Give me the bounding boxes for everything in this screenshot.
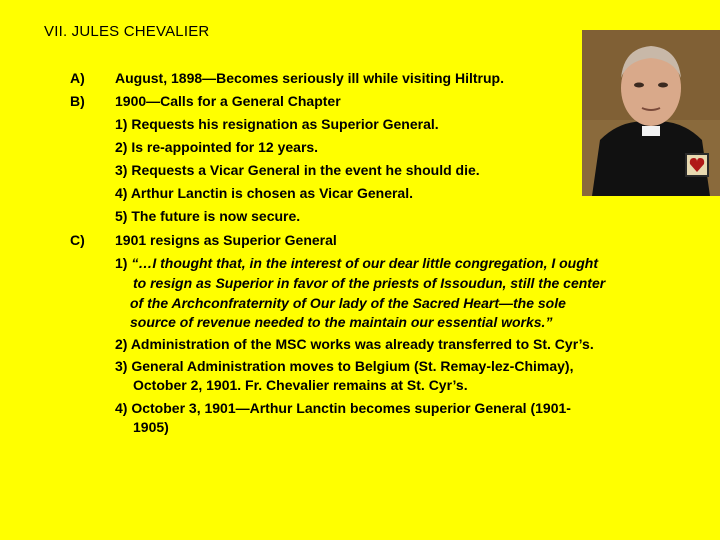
quote-text-1: “…I thought that, in the interest of our dear little congregation, I ought <box>131 255 598 271</box>
quote-line-2: to resign as Superior in favor of the priests of Issoudun, still the center <box>133 275 606 291</box>
item-b-sub-4: 4) Arthur Lanctin is chosen as Vicar General. <box>115 185 413 201</box>
item-marker-b: B) <box>70 93 85 109</box>
item-b-sub-5: 5) The future is now secure. <box>115 208 301 224</box>
portrait-image <box>582 30 720 196</box>
quote-line-3: of the Archconfraternity of Our lady of the Sacred Heart—the sole <box>130 295 566 311</box>
item-b-sub-3: 3) Requests a Vicar General in the event he should die. <box>115 162 480 178</box>
quote-line-4: source of revenue needed to the maintain our essential works.” <box>130 314 553 330</box>
item-b-text: 1900—Calls for a General Chapter <box>115 93 341 109</box>
item-marker-c: C) <box>70 232 85 248</box>
slide-title: VII. JULES CHEVALIER <box>44 23 210 40</box>
item-b-sub-1: 1) Requests his resignation as Superior General. <box>115 116 439 132</box>
item-c-sub-4-cont: 1905) <box>133 419 169 435</box>
quote-prefix: 1) <box>115 255 132 271</box>
item-a-text: August, 1898—Becomes seriously ill while visiting Hiltrup. <box>115 70 504 86</box>
item-c-sub-2: 2) Administration of the MSC works was already transferred to St. Cyr’s. <box>115 336 594 352</box>
item-c-sub-3-cont: October 2, 1901. Fr. Chevalier remains at St. Cyr’s. <box>133 377 468 393</box>
item-marker-a: A) <box>70 70 85 86</box>
quote-line-1 <box>115 255 598 271</box>
item-b-sub-2: 2) Is re-appointed for 12 years. <box>115 139 319 155</box>
item-c-text: 1901 resigns as Superior General <box>115 232 337 248</box>
item-c-sub-3: 3) General Administration moves to Belgium (St. Remay-lez-Chimay), <box>115 358 574 374</box>
item-c-sub-4: 4) October 3, 1901—Arthur Lanctin becomes superior General (1901- <box>115 400 571 416</box>
